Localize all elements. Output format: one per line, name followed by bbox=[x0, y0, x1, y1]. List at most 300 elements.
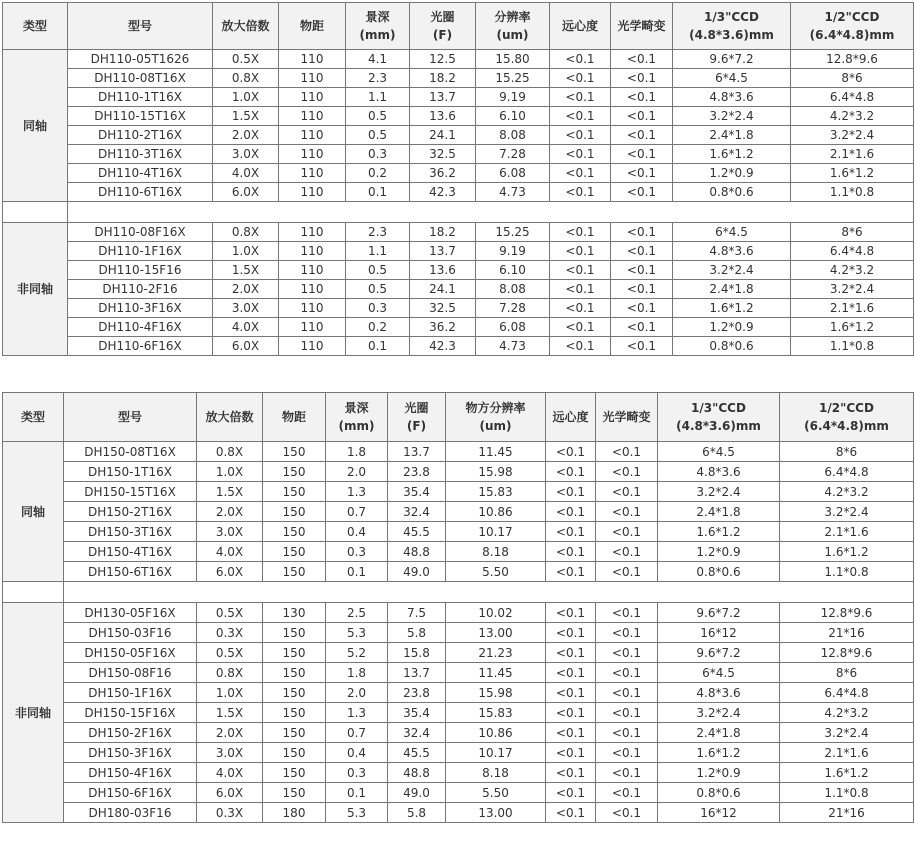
aperture-cell: 35.4 bbox=[388, 482, 446, 502]
ccd-1-3-cell: 4.8*3.6 bbox=[673, 88, 791, 107]
ccd-1-2-cell: 1.6*1.2 bbox=[791, 164, 914, 183]
ccd-1-3-cell: 1.6*1.2 bbox=[658, 522, 780, 542]
table-row bbox=[3, 69, 914, 88]
resolution-cell: 10.17 bbox=[446, 522, 546, 542]
aperture-cell: 42.3 bbox=[410, 183, 476, 202]
header-ccd-1-2-line: 1/2"CCD bbox=[824, 10, 880, 24]
aperture-cell: 13.6 bbox=[410, 261, 476, 280]
model-cell: DH180-03F16 bbox=[64, 803, 197, 823]
magnification-cell: 1.0X bbox=[213, 242, 279, 261]
ccd-1-2-cell: 1.6*1.2 bbox=[791, 318, 914, 337]
telecentricity-cell: <0.1 bbox=[550, 261, 611, 280]
magnification-cell: 1.0X bbox=[197, 683, 263, 703]
header-working-distance: 物距 bbox=[263, 393, 326, 442]
distortion-cell: <0.1 bbox=[611, 126, 673, 145]
depth-of-field-cell: 2.3 bbox=[346, 69, 410, 88]
working-distance-cell: 150 bbox=[263, 542, 326, 562]
depth-of-field-cell: 0.3 bbox=[346, 145, 410, 164]
magnification-cell: 3.0X bbox=[197, 743, 263, 763]
resolution-cell: 15.83 bbox=[446, 703, 546, 723]
resolution-cell: 15.83 bbox=[446, 482, 546, 502]
header-resolution bbox=[476, 3, 550, 50]
header-aperture bbox=[410, 3, 476, 50]
working-distance-cell: 110 bbox=[279, 280, 346, 299]
header-row bbox=[3, 3, 914, 50]
ccd-1-3-cell: 9.6*7.2 bbox=[673, 50, 791, 69]
distortion-cell: <0.1 bbox=[611, 318, 673, 337]
depth-of-field-cell: 0.5 bbox=[346, 261, 410, 280]
spacer-row bbox=[3, 202, 914, 223]
ccd-1-3-cell: 1.6*1.2 bbox=[673, 299, 791, 318]
resolution-cell: 8.08 bbox=[476, 280, 550, 299]
magnification-cell: 0.8X bbox=[213, 223, 279, 242]
aperture-cell: 18.2 bbox=[410, 69, 476, 88]
telecentricity-cell: <0.1 bbox=[546, 763, 596, 783]
ccd-1-2-cell: 8*6 bbox=[791, 69, 914, 88]
magnification-cell: 0.3X bbox=[197, 623, 263, 643]
telecentricity-cell: <0.1 bbox=[546, 663, 596, 683]
magnification-cell: 0.5X bbox=[213, 50, 279, 69]
model-cell: DH150-08F16 bbox=[64, 663, 197, 683]
type-cell: 非同轴 bbox=[3, 223, 68, 356]
magnification-cell: 2.0X bbox=[213, 126, 279, 145]
table-row bbox=[3, 663, 914, 683]
telecentricity-cell: <0.1 bbox=[550, 299, 611, 318]
header-type: 类型 bbox=[3, 393, 64, 442]
distortion-cell: <0.1 bbox=[611, 50, 673, 69]
ccd-1-3-cell: 0.8*0.6 bbox=[673, 337, 791, 356]
depth-of-field-cell: 0.5 bbox=[346, 280, 410, 299]
ccd-1-3-cell: 1.6*1.2 bbox=[658, 743, 780, 763]
resolution-cell: 7.28 bbox=[476, 145, 550, 164]
resolution-cell: 10.86 bbox=[446, 502, 546, 522]
resolution-cell: 21.23 bbox=[446, 643, 546, 663]
table-row bbox=[3, 482, 914, 502]
distortion-cell: <0.1 bbox=[596, 502, 658, 522]
aperture-cell: 36.2 bbox=[410, 318, 476, 337]
telecentricity-cell: <0.1 bbox=[550, 280, 611, 299]
working-distance-cell: 150 bbox=[263, 663, 326, 683]
resolution-cell: 15.98 bbox=[446, 683, 546, 703]
telecentricity-cell: <0.1 bbox=[546, 542, 596, 562]
ccd-1-3-cell: 4.8*3.6 bbox=[673, 242, 791, 261]
magnification-cell: 0.5X bbox=[197, 643, 263, 663]
magnification-cell: 2.0X bbox=[197, 723, 263, 743]
magnification-cell: 1.5X bbox=[213, 261, 279, 280]
depth-of-field-cell: 0.2 bbox=[346, 318, 410, 337]
model-cell: DH150-6F16X bbox=[64, 783, 197, 803]
aperture-cell: 12.5 bbox=[410, 50, 476, 69]
table-row bbox=[3, 623, 914, 643]
ccd-1-3-cell: 6*4.5 bbox=[658, 442, 780, 462]
depth-of-field-cell: 0.5 bbox=[346, 107, 410, 126]
header-ccd-1-2-line: (6.4*4.8)mm bbox=[809, 28, 895, 42]
resolution-cell: 9.19 bbox=[476, 88, 550, 107]
model-cell: DH110-4F16X bbox=[68, 318, 213, 337]
resolution-cell: 11.45 bbox=[446, 442, 546, 462]
resolution-cell: 9.19 bbox=[476, 242, 550, 261]
type-cell: 同轴 bbox=[3, 442, 64, 582]
table-row bbox=[3, 318, 914, 337]
type-cell: 同轴 bbox=[3, 50, 68, 202]
header-row bbox=[3, 393, 914, 442]
table-row bbox=[3, 763, 914, 783]
distortion-cell: <0.1 bbox=[596, 683, 658, 703]
table-row bbox=[3, 88, 914, 107]
ccd-1-2-cell: 8*6 bbox=[780, 442, 914, 462]
distortion-cell: <0.1 bbox=[596, 482, 658, 502]
working-distance-cell: 110 bbox=[279, 183, 346, 202]
distortion-cell: <0.1 bbox=[611, 164, 673, 183]
model-cell: DH150-1T16X bbox=[64, 462, 197, 482]
telecentricity-cell: <0.1 bbox=[550, 337, 611, 356]
aperture-cell: 32.4 bbox=[388, 723, 446, 743]
working-distance-cell: 150 bbox=[263, 462, 326, 482]
telecentricity-cell: <0.1 bbox=[550, 126, 611, 145]
resolution-cell: 6.10 bbox=[476, 107, 550, 126]
distortion-cell: <0.1 bbox=[611, 337, 673, 356]
ccd-1-2-cell: 2.1*1.6 bbox=[791, 145, 914, 164]
aperture-cell: 48.8 bbox=[388, 542, 446, 562]
ccd-1-2-cell: 4.2*3.2 bbox=[780, 482, 914, 502]
table-row bbox=[3, 145, 914, 164]
model-cell: DH110-4T16X bbox=[68, 164, 213, 183]
ccd-1-3-cell: 6*4.5 bbox=[658, 663, 780, 683]
depth-of-field-cell: 0.3 bbox=[326, 542, 388, 562]
working-distance-cell: 150 bbox=[263, 623, 326, 643]
magnification-cell: 1.0X bbox=[197, 462, 263, 482]
model-cell: DH150-03F16 bbox=[64, 623, 197, 643]
table-row bbox=[3, 442, 914, 462]
distortion-cell: <0.1 bbox=[611, 299, 673, 318]
table-row bbox=[3, 280, 914, 299]
aperture-cell: 18.2 bbox=[410, 223, 476, 242]
ccd-1-3-cell: 1.2*0.9 bbox=[673, 164, 791, 183]
ccd-1-3-cell: 1.2*0.9 bbox=[673, 318, 791, 337]
depth-of-field-cell: 5.3 bbox=[326, 803, 388, 823]
depth-of-field-cell: 0.1 bbox=[326, 562, 388, 582]
spacer-cell bbox=[64, 582, 914, 603]
magnification-cell: 6.0X bbox=[197, 783, 263, 803]
resolution-cell: 15.25 bbox=[476, 69, 550, 88]
resolution-cell: 4.73 bbox=[476, 337, 550, 356]
resolution-cell: 15.98 bbox=[446, 462, 546, 482]
telecentricity-cell: <0.1 bbox=[546, 643, 596, 663]
lens-spec-table-110 bbox=[2, 2, 914, 356]
resolution-cell: 6.08 bbox=[476, 318, 550, 337]
header-distortion: 光学畸变 bbox=[596, 393, 658, 442]
header-magnification: 放大倍数 bbox=[213, 3, 279, 50]
table-row bbox=[3, 261, 914, 280]
ccd-1-3-cell: 3.2*2.4 bbox=[673, 261, 791, 280]
table-row bbox=[3, 522, 914, 542]
table-row bbox=[3, 462, 914, 482]
model-cell: DH150-15F16X bbox=[64, 703, 197, 723]
ccd-1-2-cell: 1.6*1.2 bbox=[780, 763, 914, 783]
table-row bbox=[3, 299, 914, 318]
aperture-cell: 45.5 bbox=[388, 743, 446, 763]
table-row bbox=[3, 603, 914, 623]
ccd-1-3-cell: 9.6*7.2 bbox=[658, 643, 780, 663]
magnification-cell: 1.5X bbox=[197, 703, 263, 723]
distortion-cell: <0.1 bbox=[611, 242, 673, 261]
table-row bbox=[3, 643, 914, 663]
working-distance-cell: 110 bbox=[279, 50, 346, 69]
table-row bbox=[3, 743, 914, 763]
depth-of-field-cell: 0.3 bbox=[346, 299, 410, 318]
model-cell: DH110-6T16X bbox=[68, 183, 213, 202]
model-cell: DH110-2F16 bbox=[68, 280, 213, 299]
model-cell: DH110-3F16X bbox=[68, 299, 213, 318]
depth-of-field-cell: 0.7 bbox=[326, 723, 388, 743]
distortion-cell: <0.1 bbox=[611, 69, 673, 88]
ccd-1-3-cell: 2.4*1.8 bbox=[658, 723, 780, 743]
distortion-cell: <0.1 bbox=[596, 522, 658, 542]
depth-of-field-cell: 5.3 bbox=[326, 623, 388, 643]
spacer-cell bbox=[3, 582, 64, 603]
resolution-cell: 4.73 bbox=[476, 183, 550, 202]
aperture-cell: 13.7 bbox=[410, 242, 476, 261]
resolution-cell: 13.00 bbox=[446, 803, 546, 823]
ccd-1-3-cell: 9.6*7.2 bbox=[658, 603, 780, 623]
ccd-1-2-cell: 2.1*1.6 bbox=[791, 299, 914, 318]
magnification-cell: 6.0X bbox=[213, 183, 279, 202]
magnification-cell: 0.8X bbox=[197, 663, 263, 683]
telecentricity-cell: <0.1 bbox=[546, 803, 596, 823]
magnification-cell: 2.0X bbox=[213, 280, 279, 299]
working-distance-cell: 150 bbox=[263, 643, 326, 663]
distortion-cell: <0.1 bbox=[596, 743, 658, 763]
resolution-cell: 10.17 bbox=[446, 743, 546, 763]
magnification-cell: 4.0X bbox=[213, 164, 279, 183]
model-cell: DH110-1F16X bbox=[68, 242, 213, 261]
depth-of-field-cell: 2.5 bbox=[326, 603, 388, 623]
magnification-cell: 0.8X bbox=[197, 442, 263, 462]
model-cell: DH150-4T16X bbox=[64, 542, 197, 562]
distortion-cell: <0.1 bbox=[611, 145, 673, 164]
ccd-1-3-cell: 1.2*0.9 bbox=[658, 763, 780, 783]
ccd-1-2-cell: 6.4*4.8 bbox=[791, 242, 914, 261]
table-row bbox=[3, 242, 914, 261]
header-depth-of-field-line: (mm) bbox=[359, 28, 396, 42]
ccd-1-2-cell: 2.1*1.6 bbox=[780, 522, 914, 542]
depth-of-field-cell: 5.2 bbox=[326, 643, 388, 663]
aperture-cell: 32.4 bbox=[388, 502, 446, 522]
ccd-1-3-cell: 0.8*0.6 bbox=[673, 183, 791, 202]
ccd-1-2-cell: 8*6 bbox=[780, 663, 914, 683]
working-distance-cell: 110 bbox=[279, 69, 346, 88]
ccd-1-2-cell: 1.1*0.8 bbox=[791, 183, 914, 202]
magnification-cell: 3.0X bbox=[197, 522, 263, 542]
depth-of-field-cell: 1.8 bbox=[326, 442, 388, 462]
table-body bbox=[3, 442, 914, 823]
ccd-1-3-cell: 16*12 bbox=[658, 623, 780, 643]
distortion-cell: <0.1 bbox=[596, 542, 658, 562]
aperture-cell: 23.8 bbox=[388, 462, 446, 482]
aperture-cell: 35.4 bbox=[388, 703, 446, 723]
magnification-cell: 0.3X bbox=[197, 803, 263, 823]
working-distance-cell: 150 bbox=[263, 683, 326, 703]
telecentricity-cell: <0.1 bbox=[550, 318, 611, 337]
header-resolution bbox=[446, 393, 546, 442]
ccd-1-3-cell: 2.4*1.8 bbox=[673, 280, 791, 299]
telecentricity-cell: <0.1 bbox=[550, 69, 611, 88]
resolution-cell: 5.50 bbox=[446, 783, 546, 803]
model-cell: DH150-3T16X bbox=[64, 522, 197, 542]
telecentricity-cell: <0.1 bbox=[546, 462, 596, 482]
telecentricity-cell: <0.1 bbox=[546, 522, 596, 542]
magnification-cell: 1.0X bbox=[213, 88, 279, 107]
working-distance-cell: 110 bbox=[279, 164, 346, 183]
telecentricity-cell: <0.1 bbox=[550, 223, 611, 242]
ccd-1-2-cell: 1.1*0.8 bbox=[791, 337, 914, 356]
ccd-1-3-cell: 6*4.5 bbox=[673, 69, 791, 88]
aperture-cell: 5.8 bbox=[388, 803, 446, 823]
table-row bbox=[3, 803, 914, 823]
distortion-cell: <0.1 bbox=[596, 763, 658, 783]
aperture-cell: 15.8 bbox=[388, 643, 446, 663]
working-distance-cell: 110 bbox=[279, 126, 346, 145]
magnification-cell: 0.5X bbox=[197, 603, 263, 623]
distortion-cell: <0.1 bbox=[611, 183, 673, 202]
ccd-1-2-cell: 1.6*1.2 bbox=[780, 542, 914, 562]
depth-of-field-cell: 0.7 bbox=[326, 502, 388, 522]
ccd-1-2-cell: 6.4*4.8 bbox=[780, 462, 914, 482]
ccd-1-2-cell: 21*16 bbox=[780, 803, 914, 823]
depth-of-field-cell: 0.3 bbox=[326, 763, 388, 783]
ccd-1-3-cell: 6*4.5 bbox=[673, 223, 791, 242]
ccd-1-3-cell: 4.8*3.6 bbox=[658, 462, 780, 482]
header-working-distance: 物距 bbox=[279, 3, 346, 50]
header-aperture-line: (F) bbox=[406, 419, 427, 433]
ccd-1-3-cell: 1.2*0.9 bbox=[658, 542, 780, 562]
magnification-cell: 3.0X bbox=[213, 145, 279, 164]
header-distortion: 光学畸变 bbox=[611, 3, 673, 50]
model-cell: DH110-1T16X bbox=[68, 88, 213, 107]
working-distance-cell: 150 bbox=[263, 502, 326, 522]
header-model: 型号 bbox=[68, 3, 213, 50]
table-body bbox=[3, 50, 914, 356]
working-distance-cell: 110 bbox=[279, 107, 346, 126]
working-distance-cell: 110 bbox=[279, 318, 346, 337]
ccd-1-2-cell: 3.2*2.4 bbox=[791, 126, 914, 145]
resolution-cell: 7.28 bbox=[476, 299, 550, 318]
header-depth-of-field bbox=[326, 393, 388, 442]
aperture-cell: 5.8 bbox=[388, 623, 446, 643]
resolution-cell: 6.08 bbox=[476, 164, 550, 183]
telecentricity-cell: <0.1 bbox=[550, 183, 611, 202]
model-cell: DH110-15T16X bbox=[68, 107, 213, 126]
ccd-1-2-cell: 4.2*3.2 bbox=[780, 703, 914, 723]
ccd-1-2-cell: 1.1*0.8 bbox=[780, 783, 914, 803]
header-resolution-line: 分辨率 bbox=[494, 10, 531, 24]
header-ccd-1-3-line: 1/3"CCD bbox=[691, 401, 746, 415]
telecentricity-cell: <0.1 bbox=[550, 145, 611, 164]
model-cell: DH130-05F16X bbox=[64, 603, 197, 623]
ccd-1-2-cell: 12.8*9.6 bbox=[780, 643, 914, 663]
ccd-1-2-cell: 21*16 bbox=[780, 623, 914, 643]
telecentricity-cell: <0.1 bbox=[546, 703, 596, 723]
aperture-cell: 49.0 bbox=[388, 783, 446, 803]
spacer-cell bbox=[68, 202, 914, 223]
resolution-cell: 15.25 bbox=[476, 223, 550, 242]
header-resolution-line: 物方分辨率 bbox=[465, 401, 526, 415]
ccd-1-2-cell: 3.2*2.4 bbox=[780, 502, 914, 522]
working-distance-cell: 150 bbox=[263, 482, 326, 502]
ccd-1-3-cell: 3.2*2.4 bbox=[658, 482, 780, 502]
aperture-cell: 23.8 bbox=[388, 683, 446, 703]
depth-of-field-cell: 1.1 bbox=[346, 242, 410, 261]
table-row bbox=[3, 337, 914, 356]
model-cell: DH110-2T16X bbox=[68, 126, 213, 145]
depth-of-field-cell: 0.2 bbox=[346, 164, 410, 183]
header-magnification: 放大倍数 bbox=[197, 393, 263, 442]
table-row bbox=[3, 542, 914, 562]
aperture-cell: 7.5 bbox=[388, 603, 446, 623]
aperture-cell: 13.7 bbox=[388, 442, 446, 462]
depth-of-field-cell: 0.4 bbox=[326, 743, 388, 763]
working-distance-cell: 150 bbox=[263, 703, 326, 723]
working-distance-cell: 110 bbox=[279, 223, 346, 242]
table-row bbox=[3, 107, 914, 126]
ccd-1-3-cell: 0.8*0.6 bbox=[658, 783, 780, 803]
resolution-cell: 11.45 bbox=[446, 663, 546, 683]
ccd-1-2-cell: 4.2*3.2 bbox=[791, 107, 914, 126]
magnification-cell: 3.0X bbox=[213, 299, 279, 318]
header-ccd-1-3-line: 1/3"CCD bbox=[704, 10, 759, 24]
telecentricity-cell: <0.1 bbox=[546, 562, 596, 582]
telecentricity-cell: <0.1 bbox=[550, 164, 611, 183]
ccd-1-2-cell: 6.4*4.8 bbox=[791, 88, 914, 107]
aperture-cell: 42.3 bbox=[410, 337, 476, 356]
working-distance-cell: 150 bbox=[263, 783, 326, 803]
table-row bbox=[3, 50, 914, 69]
model-cell: DH150-08T16X bbox=[64, 442, 197, 462]
telecentricity-cell: <0.1 bbox=[546, 482, 596, 502]
lens-spec-table-150 bbox=[2, 392, 914, 823]
magnification-cell: 6.0X bbox=[197, 562, 263, 582]
telecentricity-cell: <0.1 bbox=[546, 623, 596, 643]
type-cell: 非同轴 bbox=[3, 603, 64, 823]
magnification-cell: 4.0X bbox=[213, 318, 279, 337]
header-aperture-line: 光圈 bbox=[404, 401, 429, 415]
depth-of-field-cell: 2.0 bbox=[326, 683, 388, 703]
header-type: 类型 bbox=[3, 3, 68, 50]
aperture-cell: 48.8 bbox=[388, 763, 446, 783]
depth-of-field-cell: 0.1 bbox=[326, 783, 388, 803]
aperture-cell: 13.6 bbox=[410, 107, 476, 126]
resolution-cell: 10.02 bbox=[446, 603, 546, 623]
ccd-1-2-cell: 1.1*0.8 bbox=[780, 562, 914, 582]
header-ccd-1-3 bbox=[673, 3, 791, 50]
ccd-1-2-cell: 12.8*9.6 bbox=[780, 603, 914, 623]
header-model: 型号 bbox=[64, 393, 197, 442]
aperture-cell: 32.5 bbox=[410, 145, 476, 164]
header-depth-of-field-line: 景深 bbox=[365, 10, 390, 24]
header-resolution-line: (um) bbox=[496, 28, 529, 42]
spacer-row bbox=[3, 582, 914, 603]
model-cell: DH150-3F16X bbox=[64, 743, 197, 763]
model-cell: DH110-15F16 bbox=[68, 261, 213, 280]
model-cell: DH150-1F16X bbox=[64, 683, 197, 703]
depth-of-field-cell: 0.4 bbox=[326, 522, 388, 542]
depth-of-field-cell: 1.3 bbox=[326, 703, 388, 723]
distortion-cell: <0.1 bbox=[611, 261, 673, 280]
distortion-cell: <0.1 bbox=[596, 462, 658, 482]
ccd-1-3-cell: 2.4*1.8 bbox=[658, 502, 780, 522]
working-distance-cell: 150 bbox=[263, 522, 326, 542]
telecentricity-cell: <0.1 bbox=[546, 502, 596, 522]
